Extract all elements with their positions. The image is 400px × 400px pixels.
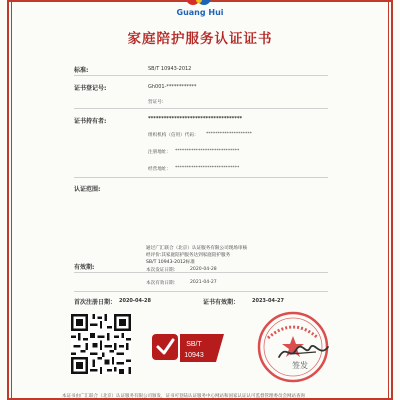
scope-text: [146, 245, 247, 266]
divider: [74, 177, 328, 178]
scope-label: 认证范围:: [74, 186, 101, 193]
issued-label: 签发: [292, 361, 308, 370]
issue-date-label: 本次发证日期：: [146, 268, 179, 273]
license-label: 营证号:: [148, 100, 164, 105]
divider: [74, 291, 328, 292]
registered-address-label: 注册地址：: [148, 150, 171, 155]
org-code-label: 组织机构（信用）代码：: [148, 133, 199, 138]
brand-name: Guang Hui: [176, 8, 224, 17]
expiry-date-value: 2021-04-27: [190, 280, 217, 285]
org-code-value: ********************: [206, 132, 252, 137]
scope-line: 经评价:其家庭陪护服务达到家庭陪护服务: [146, 253, 231, 258]
standard-value: SB/T 10943-2012: [148, 66, 192, 72]
standard-badge-icon: [150, 330, 226, 368]
office-address-label: 经营地址：: [148, 167, 171, 172]
badge-number: 10943: [184, 352, 204, 359]
expiry-date-label: 本次有效日期：: [146, 281, 179, 286]
certificate-validity-label: 证书有效期：: [203, 299, 240, 306]
first-issue-value: 2020-04-28: [119, 298, 151, 304]
issue-date-value: 2020-04-28: [190, 267, 217, 272]
divider: [74, 75, 328, 76]
divider: [74, 108, 328, 109]
divider: [74, 272, 328, 273]
registered-address-value: ****************************: [175, 149, 240, 154]
first-issue-label: 首次注册日期：: [74, 299, 117, 306]
qr-code-icon[interactable]: [71, 314, 131, 374]
certificate-validity-value: 2023-04-27: [252, 298, 284, 304]
holder-value: ************************************: [148, 116, 243, 122]
scope-line: SB/T 10943-2012标准: [146, 260, 196, 265]
office-address-value: ****************************: [175, 166, 240, 171]
scope-line: 通过广汇联合（北京）认证服务有限公司现场审核: [146, 246, 248, 251]
registration-value: Gh001-************: [148, 84, 197, 90]
badge-code: SB/T: [186, 341, 202, 348]
certificate-title: 家庭陪护服务认证证书: [127, 31, 273, 47]
signature-icon: [276, 342, 332, 362]
registration-label: 证书登记号:: [74, 85, 107, 92]
standard-label: 标准:: [74, 67, 89, 74]
footer-note: 本证书由广汇联合（北京）认证服务有限公司颁发，证书可登陆认证服务中心网站和国家认证认可监督管理委员会网站查询: [62, 394, 305, 399]
holder-label: 证书持有者:: [74, 118, 107, 125]
validity-label: 有效期:: [74, 264, 95, 271]
